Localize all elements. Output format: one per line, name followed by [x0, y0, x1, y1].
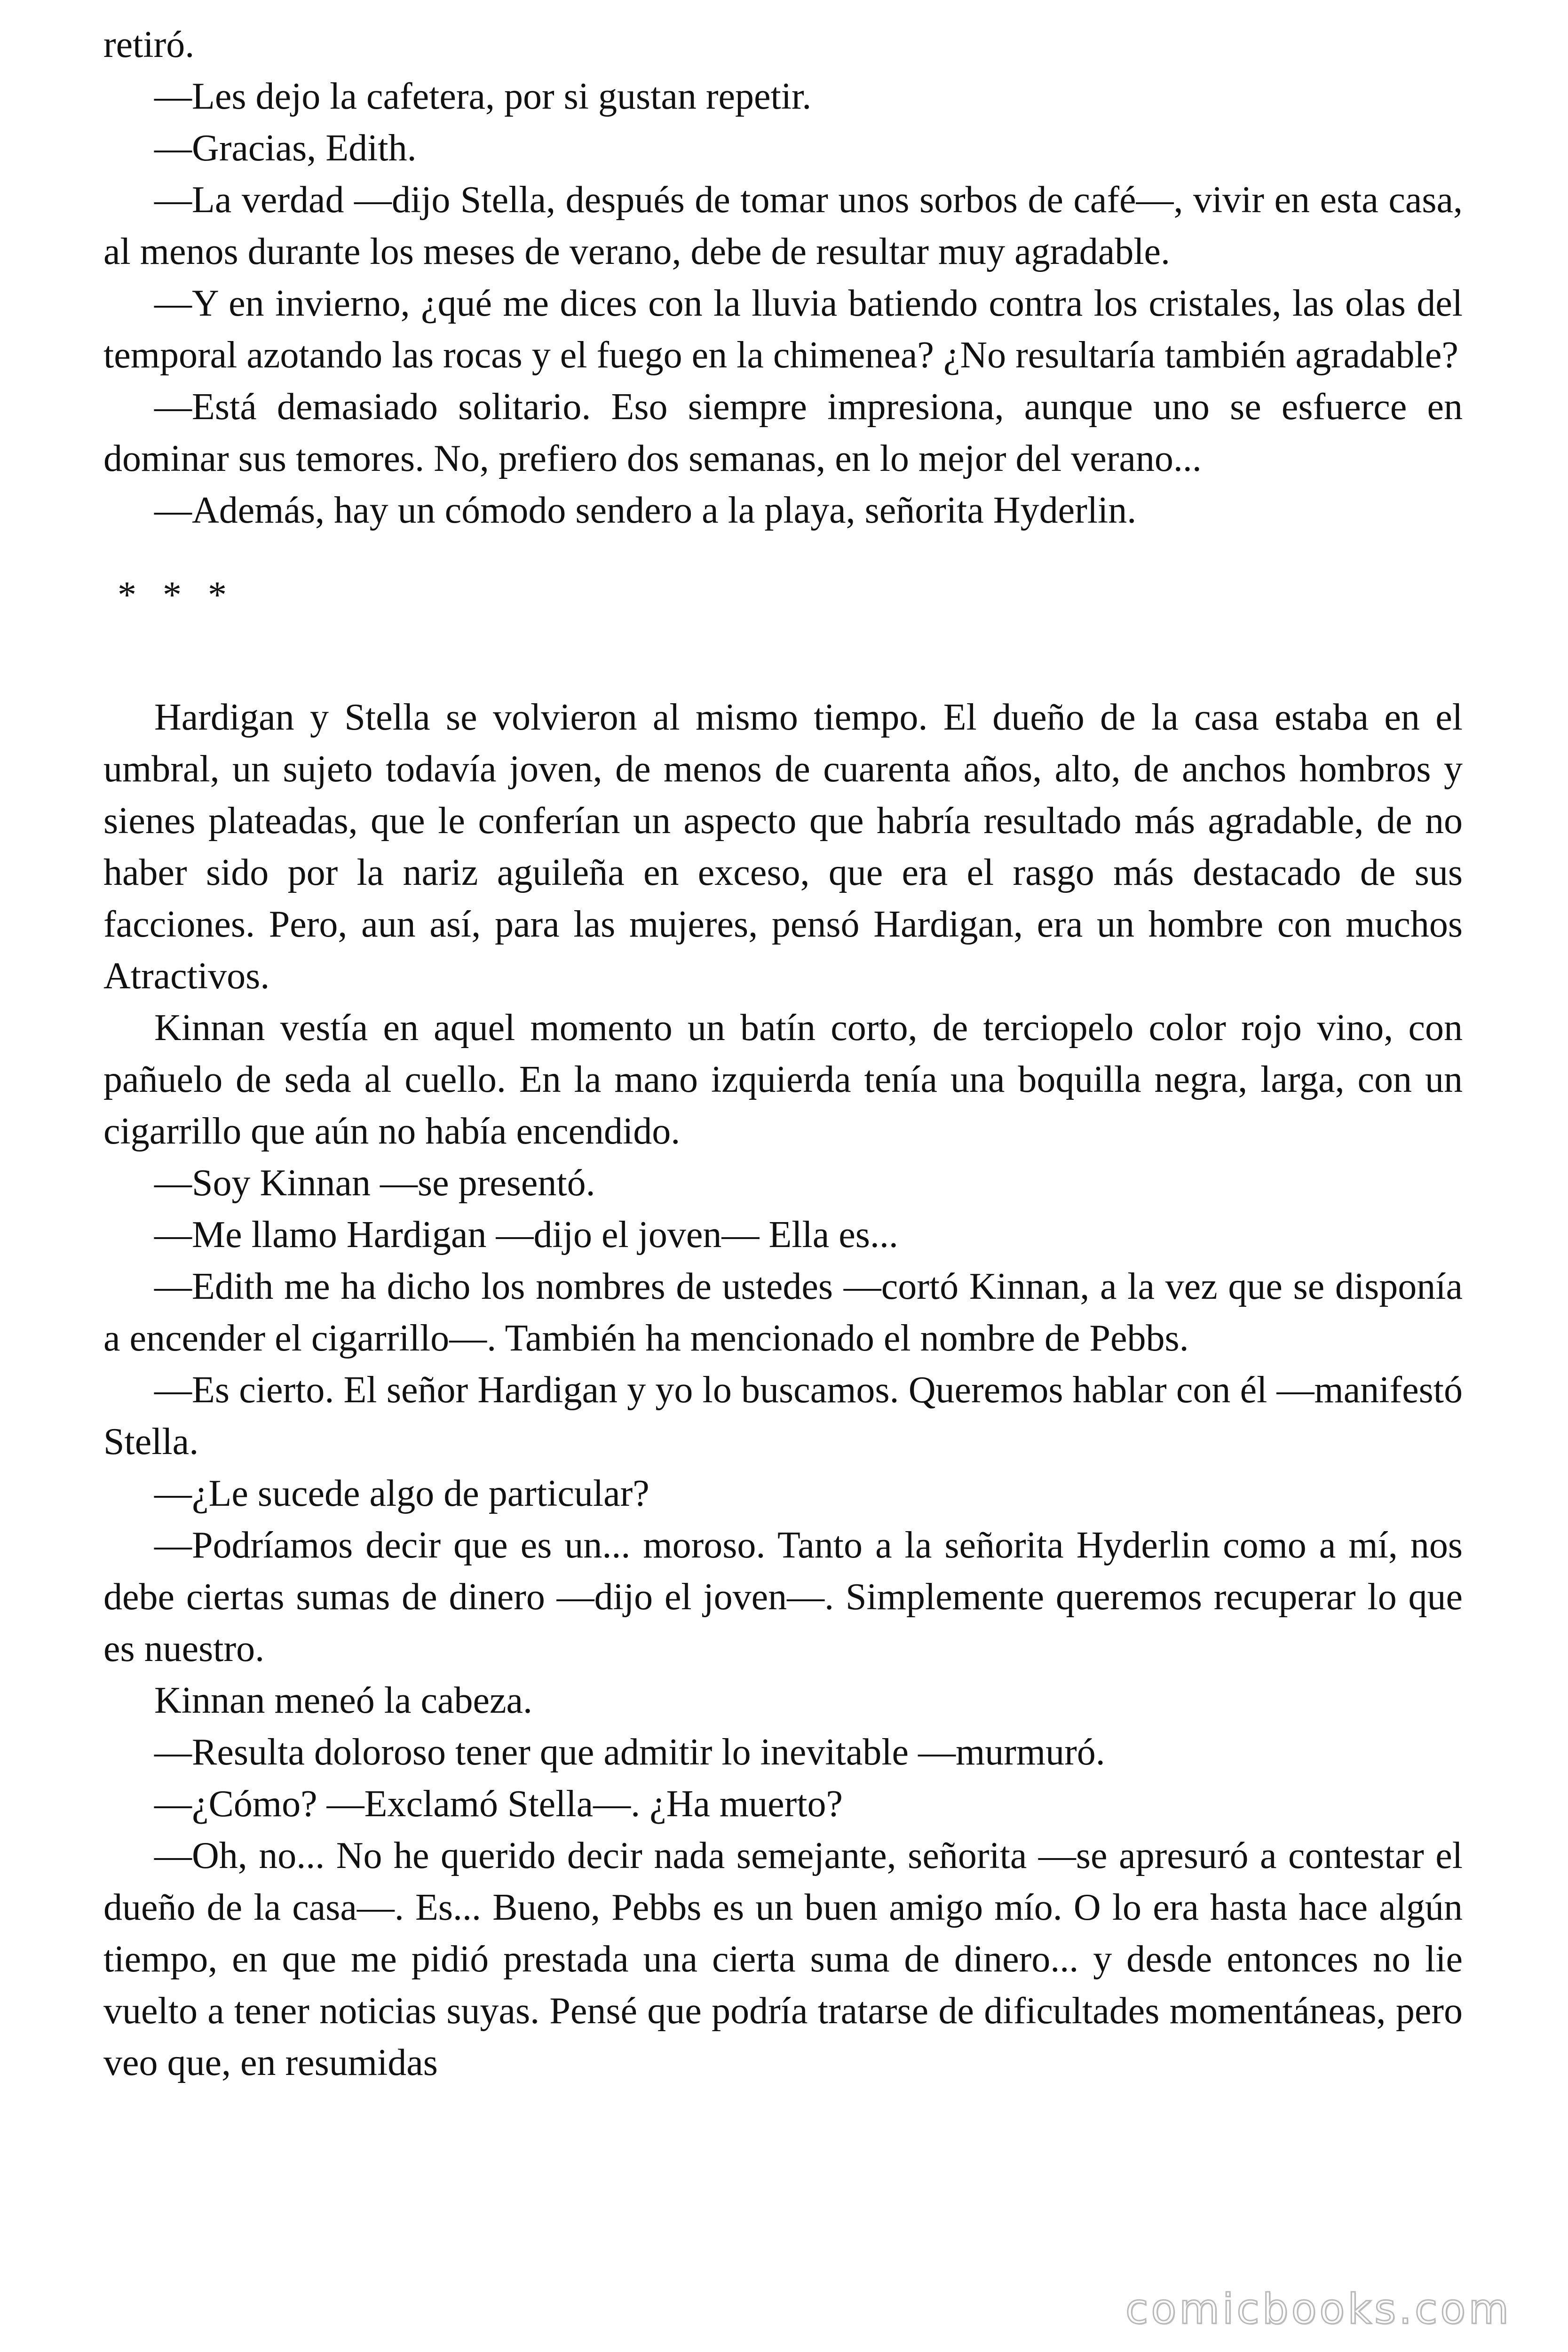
page-body: [103, 19, 1463, 2089]
watermark: comicbooks.com: [1125, 2285, 1512, 2333]
paragraph: —Edith me ha dicho los nombres de ustedes —cortó Kinnan, a la vez que se disponía a encender el cigarrillo—. También ha mencionado el nombre de Pebbs.: [103, 1266, 1463, 1359]
paragraph: retiró.: [103, 24, 195, 65]
paragraph: —Gracias, Edith.: [154, 127, 417, 169]
paragraph: —¿Cómo? —Exclamó Stella—. ¿Ha muerto?: [154, 1783, 843, 1825]
paragraph: —Es cierto. El señor Hardigan y yo lo buscamos. Queremos hablar con él —manifestó Stella.: [103, 1369, 1463, 1462]
paragraph: Kinnan vestía en aquel momento un batín corto, de terciopelo color rojo vino, con pañuelo de seda al cuello. En la mano izquierda tenía una boquilla negra, larga, con un cigarrillo que aún no había encendido.: [103, 1007, 1463, 1152]
paragraph: —Oh, no... No he querido decir nada semejante, señorita —se apresuró a contestar el dueño de la casa—. Es... Bueno, Pebbs es un buen amigo mío. O lo era hasta hace algún tiempo, en que me pidió prestada una cierta suma de dinero... y desde entonces no lie vuelto a tener noticias suyas. Pensé que podría tratarse de dificultades momentáneas, pero veo que, en resumidas: [103, 1835, 1463, 2083]
text-block-after: [103, 691, 1463, 2089]
section-separator: * * *: [118, 574, 235, 616]
paragraph: —Y en invierno, ¿qué me dices con la lluvia batiendo contra los cristales, las olas del temporal azotando las rocas y el fuego en la chimenea? ¿No resultaría también agradable?: [103, 283, 1463, 376]
paragraph: —Soy Kinnan —se presentó.: [154, 1162, 595, 1204]
paragraph: Kinnan meneó la cabeza.: [154, 1680, 533, 1721]
paragraph: —Además, hay un cómodo sendero a la playa, señorita Hyderlin.: [154, 490, 1137, 531]
text-block-before: [103, 19, 1463, 536]
paragraph: —Me llamo Hardigan —dijo el joven— Ella es...: [154, 1214, 898, 1255]
paragraph: —Podríamos decir que es un... moroso. Tanto a la señorita Hyderlin como a mí, nos debe ciertas sumas de dinero —dijo el joven—. Simplemente queremos recuperar lo que es nuestro.: [103, 1525, 1463, 1669]
paragraph: Hardigan y Stella se volvieron al mismo tiempo. El dueño de la casa estaba en el umbral, un sujeto todavía joven, de menos de cuarenta años, alto, de anchos hombros y sienes plateadas, que le conferían un aspecto que habría resultado más agradable, de no haber sido por la nariz aguileña en exceso, que era el rasgo más destacado de sus facciones. Pero, aun así, para las mujeres, pensó Hardigan, era un hombre con muchos Atractivos.: [103, 697, 1463, 997]
paragraph: —¿Le sucede algo de particular?: [154, 1473, 649, 1514]
paragraph: —Está demasiado solitario. Eso siempre impresiona, aunque uno se esfuerce en dominar sus temores. No, prefiero dos semanas, en lo mejor del verano...: [103, 386, 1463, 479]
paragraph: —Resulta doloroso tener que admitir lo inevitable —murmuró.: [154, 1732, 1105, 1773]
paragraph: —La verdad —dijo Stella, después de tomar unos sorbos de café—, vivir en esta casa, al menos durante los meses de verano, debe de resultar muy agradable.: [103, 179, 1463, 272]
paragraph: —Les dejo la cafetera, por si gustan repetir.: [154, 76, 812, 117]
